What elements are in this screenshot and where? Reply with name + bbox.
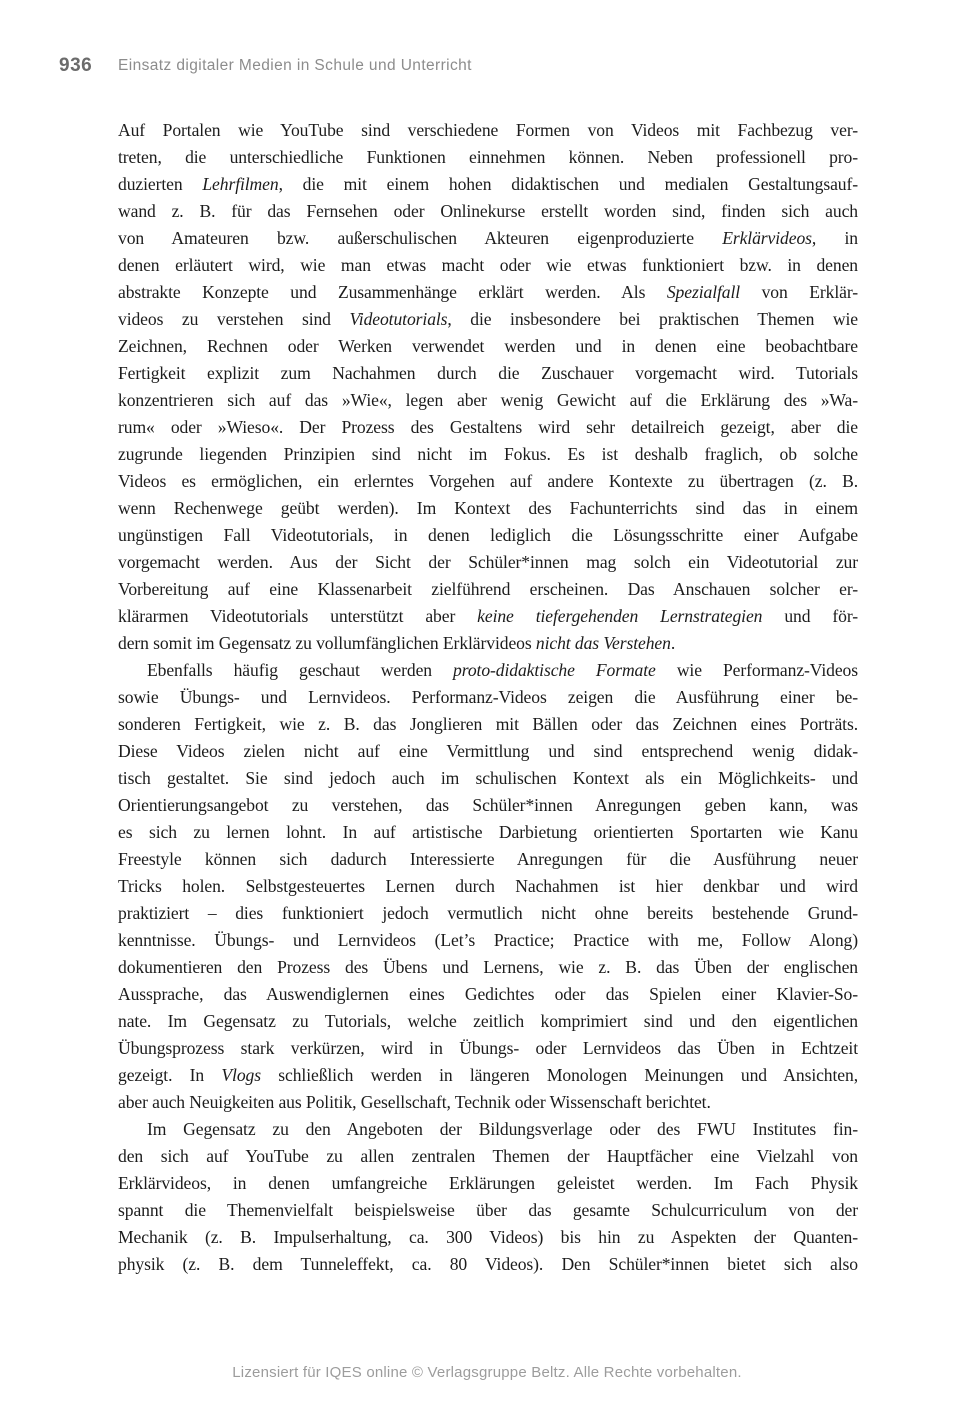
text-line: Freestyle können sich dadurch Interessierte Anregungen für die Ausführung neuer [118, 849, 858, 869]
text-line: praktiziert – dies funktioniert jedoch vermutlich nicht ohne bereits bestehende Grund- [118, 903, 858, 923]
text-line: es sich zu lernen lohnt. In auf artistische Darbietung orientierten Sportarten wie Kanu [118, 822, 858, 842]
text-line: dokumentieren den Prozess des Übens und Lernens, wie z. B. das Üben der englischen [118, 957, 858, 977]
text-line: Diese Videos zielen nicht auf eine Vermittlung und sind entsprechend wenig didak- [118, 741, 858, 761]
paragraph [118, 117, 858, 657]
text-line: sowie Übungs- und Lernvideos. Performanz-Videos zeigen die Ausführung einer be- [118, 687, 858, 707]
text-line: aber auch Neuigkeiten aus Politik, Gesellschaft, Technik oder Wissenschaft berichtet. [118, 1092, 711, 1112]
text-line: Vorbereitung auf eine Klassenarbeit zielführend erscheinen. Das Anschauen solcher er- [118, 579, 858, 599]
paragraph [118, 1116, 858, 1278]
text-line: tisch gestaltet. Sie sind jedoch auch im schulischen Kontext als ein Möglichkeits- und [118, 768, 858, 788]
text-line: Tricks holen. Selbstgesteuertes Lernen durch Nachahmen ist hier denkbar und wird [118, 876, 858, 896]
text-line: wenn Rechenwege geübt werden). Im Kontext des Fachunterrichts sind das in einem [118, 498, 858, 518]
text-line: Aussprache, das Auswendiglernen eines Gedichtes oder das Spielen einer Klavier-So- [118, 984, 858, 1004]
text-line: von Amateuren bzw. außerschulischen Akteuren eigenproduzierte Erklärvideos, in [118, 228, 858, 248]
text-line: sonderen Fertigkeit, wie z. B. das Jonglieren mit Bällen oder das Zeichnen eines Porträts. [118, 714, 858, 734]
text-line: zugrunde liegenden Prinzipien sind nicht im Fokus. Es ist deshalb fraglich, ob solche [118, 444, 858, 464]
text-line: dern somit im Gegensatz zu vollumfänglichen Erklärvideos nicht das Verstehen. [118, 633, 676, 653]
text-line: klärarmen Videotutorials unterstützt aber keine tiefergehenden Lernstrategien und för- [118, 606, 858, 626]
paragraph [118, 657, 858, 1116]
text-line: Orientierungsangebot zu verstehen, das Schüler*innen Anregungen geben kann, was [118, 795, 858, 815]
footer-license: Lizensiert für IQES online © Verlagsgruppe Beltz. Alle Rechte vorbehalten. [232, 1364, 742, 1381]
text-line: Erklärvideos, in denen umfangreiche Erklärungen geleistet werden. Im Fach Physik [118, 1173, 858, 1193]
text-line: Ebenfalls häufig geschaut werden proto-didaktische Formate wie Performanz-Videos [147, 660, 858, 680]
text-line: denen erläutert wird, wie man etwas macht oder wie etwas funktioniert bzw. in denen [118, 255, 858, 275]
text-line: ungünstigen Fall Videotutorials, in denen lediglich die Lösungsschritte einer Aufgabe [118, 525, 858, 545]
body-text [118, 117, 858, 1278]
text-line: treten, die unterschiedliche Funktionen einnehmen können. Neben professionell pro- [118, 147, 858, 167]
text-line: duzierten Lehrfilmen, die mit einem hohen didaktischen und medialen Gestaltungsauf- [118, 174, 858, 194]
text-line: nate. Im Gegensatz zu Tutorials, welche zeitlich komprimiert sind und den eigentlichen [118, 1011, 858, 1031]
text-line: abstrakte Konzepte und Zusammenhänge erklärt werden. Als Spezialfall von Erklär- [118, 282, 858, 302]
text-line: Übungsprozess stark verkürzen, wird in Übungs- oder Lernvideos das Üben in Echtzeit [118, 1038, 858, 1058]
text-line: vorgemacht werden. Aus der Sicht der Schüler*innen mag solch ein Videotutorial zur [118, 552, 858, 572]
text-line: wand z. B. für das Fernsehen oder Onlinekurse erstellt worden sind, finden sich auch [118, 201, 858, 221]
page-number: 936 [59, 55, 93, 76]
running-head-title: Einsatz digitaler Medien in Schule und Unterricht [118, 57, 472, 74]
text-line: Mechanik (z. B. Impulserhaltung, ca. 300 Videos) bis hin zu Aspekten der Quanten- [118, 1227, 858, 1247]
text-line: kenntnisse. Übungs- und Lernvideos (Let’s Practice; Practice with me, Follow Along) [118, 930, 858, 950]
running-header [59, 55, 915, 79]
text-line: spannt die Themenvielfalt beispielsweise über das gesamte Schulcurriculum von der [118, 1200, 858, 1220]
text-line: physik (z. B. dem Tunneleffekt, ca. 80 Videos). Den Schüler*innen bietet sich also [118, 1254, 858, 1274]
text-line: den sich auf YouTube zu allen zentralen Themen der Hauptfächer eine Vielzahl von [118, 1146, 858, 1166]
text-line: konzentrieren sich auf das »Wie«, legen aber wenig Gewicht auf die Erklärung des »Wa- [118, 390, 858, 410]
text-line: Im Gegensatz zu den Angeboten der Bildungsverlage oder des FWU Institutes fin- [147, 1119, 858, 1139]
text-line: Auf Portalen wie YouTube sind verschiedene Formen von Videos mit Fachbezug ver- [118, 120, 858, 140]
text-line: videos zu verstehen sind Videotutorials, die insbesondere bei praktischen Themen wie [118, 309, 858, 329]
text-line: Fertigkeit explizit zum Nachahmen durch die Zuschauer vorgemacht wird. Tutorials [118, 363, 858, 383]
text-line: Videos es ermöglichen, ein erlerntes Vorgehen auf andere Kontexte zu übertragen (z. B. [118, 471, 858, 491]
text-line: gezeigt. In Vlogs schließlich werden in längeren Monologen Meinungen und Ansichten, [118, 1065, 858, 1085]
text-line: rum« oder »Wieso«. Der Prozess des Gestaltens wird sehr detailreich gezeigt, aber die [118, 417, 858, 437]
text-line: Zeichnen, Rechnen oder Werken verwendet werden und in denen eine beobachtbare [118, 336, 858, 356]
